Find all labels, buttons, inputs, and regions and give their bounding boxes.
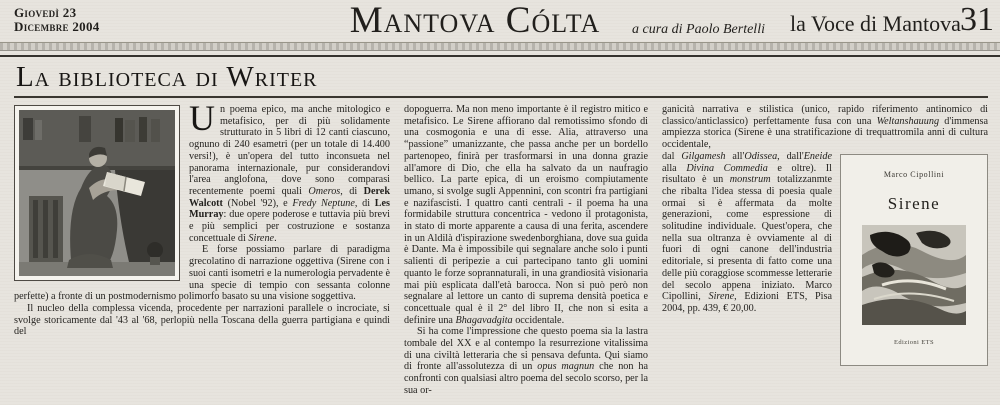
paragraph: dopoguerra. Ma non meno importante è il registro mitico e metafisico. Le Sirene affiorano dal remotissimo sfondo di una cosmogonia e una di esse. Alia, attraverso una “passione” umanizzante, che passa anche per un bordello partenopeo, finirà per trasformarsi in una donna grazie all'amore di Dio, che ella ha salvato da un naufragio bellico. La parte epica, di un eroismo compiutamente umano, si svolge sugli Appennini, con scontri fra partigiani e nazifascisti. I quattro canti centrali - il poema ha una formidabile struttura concentrica - vedono il protagonista, in stato di morte apparente a causa di una ferita, ascendere in un Aldilà d'ispirazione swedenborghiana, dove sua guida è Dante. Ma è impossibile qui segnalare anche solo i punti salienti di peripezie a cui partecipano tanto gli uomini quanto le forze soprannaturali, in una grandiosità visionaria mai più esplicata dall'età barocca. Non si può però non segnalare al lettore un canto di suprema densità poetica e concettuale qual è il 2° del libro II, che non si esita a definire una Bhagavadgita occidentale. [404,104,648,326]
article-body [14,104,988,405]
scholar-illustration [14,105,180,281]
section-title: Mantova Cólta [349,0,601,41]
issue-date-line1: Giovedì 23 [14,5,77,20]
column-2 [404,104,648,397]
article [14,59,988,405]
issue-date [14,6,100,34]
column-1 [14,104,390,338]
masthead-divider-band [0,42,1000,51]
paragraph: ganicità narrativa e stilistica (unico, rapido riferimento antinomico di classico/anticlassico) perfettamente fusa con una Weltanshauung d'immensa ampiezza storica (Sirene è una stratificazione di trequattromila anni di cultura occidentale, [662,104,988,151]
issue-date-line2: Dicembre 2004 [14,19,100,34]
article-headline: La biblioteca di Writer [16,61,318,93]
paragraph: dal Gilgamesh all'Odissea, dall'Eneide alla Divina Commedia e oltre). Il risultato è un monstrum totalizzanmte che ribalta l'idea stessa di poesia quale ormai si è affermata da molte generazioni, come espressione di solitudine individuale. Quest'opera, che nella sua oltranza è ovviamente al di fuori di ogni canone dell'industria editoriale, si presenta di fatto come una delle più coraggiose scommesse letterarie del secolo appena iniziato. Marco Cipollini, Sirene, Edizioni ETS, Pisa 2004, pp. 439, € 20,00. [662,150,832,314]
paragraph-text: n poema epico, ma anche mitologico e metafisico, per di più solidamente strutturato in 5 libri di 12 canti ciascuno, ognuno di 240 esametri (per un totale di 14.400 versi!), è un'opera del tutto inconsueta nel panorama internazionale, pur considerandovi l'area anglofona, dove sono comparasi recentemente poemi quali Omeros, di Derek Walcott (Nobel '92), e Fredy Neptune, di Les Murray: due opere poderose e tuttavia più brevi e più semplici per costruzione e sostanza concettuale di Sirene. [189,104,390,244]
book-cover [840,154,988,366]
page-number: 31 [960,1,994,38]
paragraph: Si ha come l'impressione che questo poema sia la lastra tombale del XX e al contempo la resurrezione vitalissima di una civiltà letteraria che si pensava defunta. Qui siamo di fronte all'assolutezza di un opus magnun che non ha confronti con qualsiasi altro poema del secolo scorso, per la sua or- [404,326,649,396]
column-3 [662,104,988,370]
paragraph: E forse possiamo parlare di paradigma grecolatino di narrazione oggettiva (Sirene con i suoi canti isometri e la numerologia pervadente è una specie di tempio con sessanta colonne perfette) a fronte di un postmodernismo polimorfo basato su una visione soggettiva. [14,244,390,303]
book-cover-title: Sirene [887,193,941,213]
newspaper-name: la Voce di Mantova [790,11,961,36]
sirene-cover-art [862,225,966,325]
scholar-engraving-image [19,110,175,276]
book-cover-author: Marco Cipollini [883,169,945,179]
headline-rule [14,96,988,98]
paragraph: Il nucleo della complessa vicenda, procedente per narrazioni parallele o incrociate, si svolge storicamente dal '43 al '68, perlopiù nella Toscana della guerra partigiana e quindi del [14,302,390,338]
masthead-divider-line [0,55,1000,57]
section-curator: a cura di Paolo Bertelli [632,22,765,37]
book-cover-publisher: Edizioni ETS [893,338,934,346]
dropcap: U [189,104,215,138]
